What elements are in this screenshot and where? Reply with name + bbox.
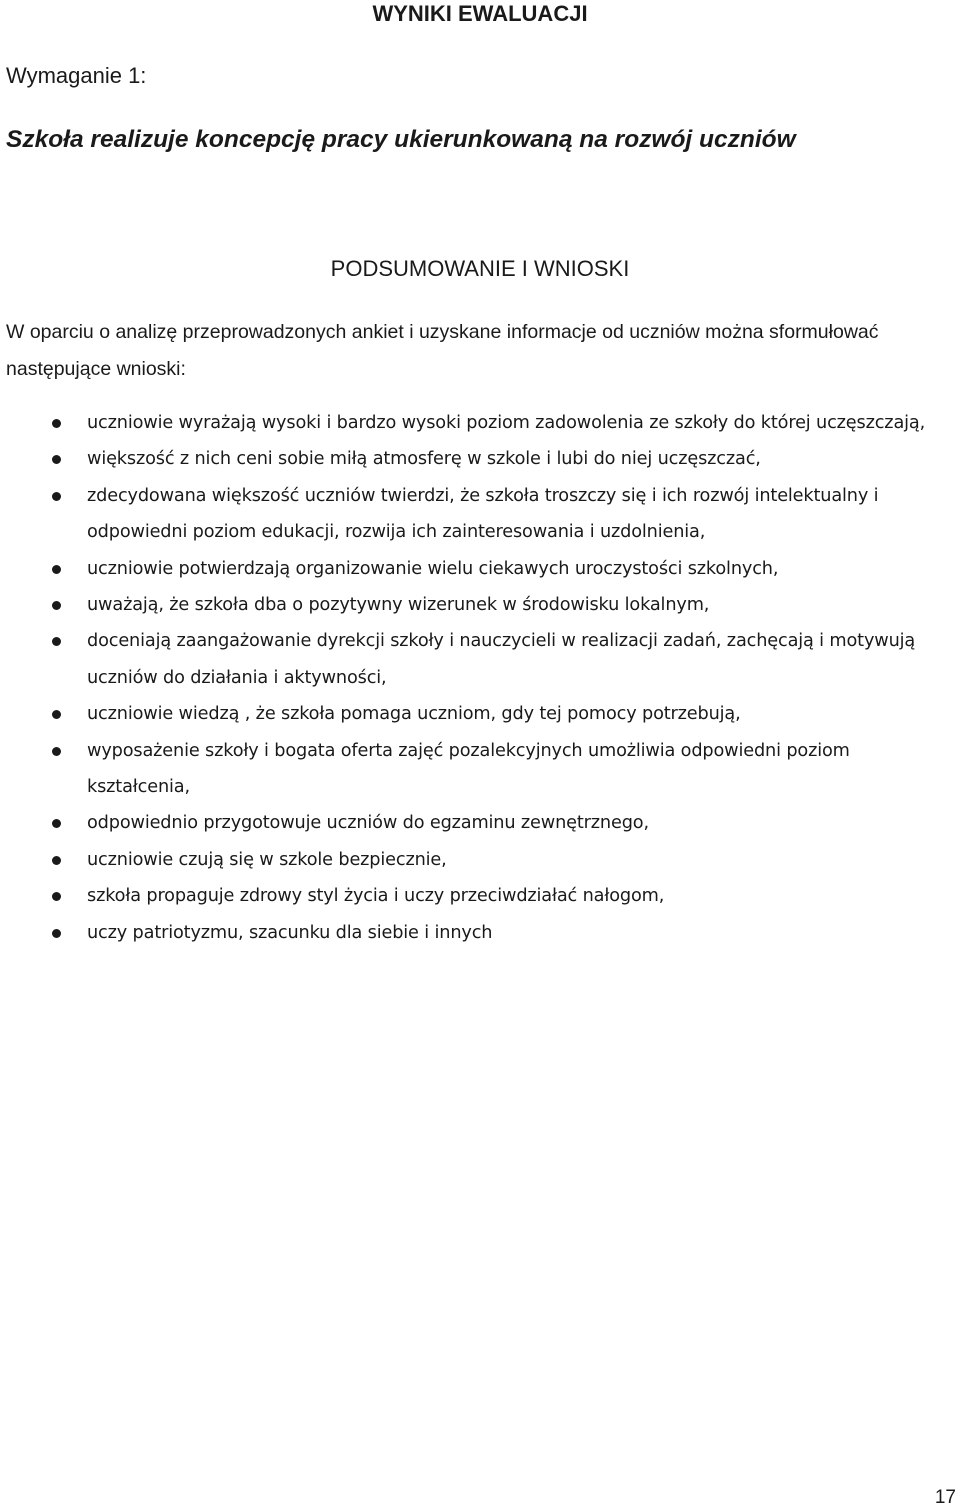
page-number: 17 xyxy=(934,1487,956,1508)
bullet-icon xyxy=(52,892,61,901)
finding-text: zdecydowana większość uczniów twierdzi, że szkoła troszczy się i ich rozwój intelektualny i odpowiedni poziom edukacji, rozwija ich zainteresowania i uzdolnienia, xyxy=(87,485,879,543)
finding-text: doceniają zaangażowanie dyrekcji szkoły i nauczycieli w realizacji zadań, zachęcają i motywują uczniów do działania i aktywności, xyxy=(87,631,916,688)
finding-item xyxy=(0,696,960,732)
requirement-label: Wymaganie 1: xyxy=(6,63,147,88)
finding-item xyxy=(0,405,960,441)
intro-paragraph: W oparciu o analizę przeprowadzonych ankiet i uzyskane informacje od uczniów można sformułować następujące wnioski: xyxy=(6,321,879,380)
bullet-icon xyxy=(52,455,61,464)
requirement-title: Szkoła realizuje koncepcję pracy ukierunkowaną na rozwój uczniów xyxy=(6,126,796,153)
bullet-icon xyxy=(52,601,61,610)
finding-item xyxy=(0,587,960,623)
finding-item xyxy=(0,805,960,841)
bullet-icon xyxy=(52,637,61,646)
finding-item xyxy=(0,842,960,878)
finding-text: uczniowie wyrażają wysoki i bardzo wysoki poziom zadowolenia ze szkoły do której uczęszczają, xyxy=(87,413,926,433)
finding-text: uczy patriotyzmu, szacunku dla siebie i innych xyxy=(87,922,493,943)
finding-item xyxy=(0,478,960,551)
bullet-icon xyxy=(52,856,61,865)
finding-item xyxy=(0,733,960,806)
finding-text: odpowiednio przygotowuje uczniów do egzaminu zewnętrznego, xyxy=(87,813,649,834)
bullet-icon xyxy=(52,819,61,828)
bullet-icon xyxy=(52,710,61,719)
page-header-title: WYNIKI EWALUACJI xyxy=(372,1,588,26)
finding-item xyxy=(0,551,960,587)
bullet-icon xyxy=(52,565,61,574)
bullet-icon xyxy=(52,747,61,756)
finding-item xyxy=(0,441,960,477)
finding-text: uczniowie potwierdzają organizowanie wielu ciekawych uroczystości szkolnych, xyxy=(87,558,779,579)
finding-text: uważają, że szkoła dba o pozytywny wizerunek w środowisku lokalnym, xyxy=(87,595,710,616)
finding-item xyxy=(0,878,960,914)
section-heading: PODSUMOWANIE I WNIOSKI xyxy=(330,256,630,281)
finding-text: większość z nich ceni sobie miłą atmosferę w szkole i lubi do niej uczęszczać, xyxy=(87,449,761,470)
bullet-icon xyxy=(52,492,61,501)
finding-text: uczniowie wiedzą , że szkoła pomaga uczniom, gdy tej pomocy potrzebują, xyxy=(87,704,741,725)
finding-item xyxy=(0,915,960,951)
bullet-icon xyxy=(52,419,61,428)
finding-item xyxy=(0,623,960,696)
bullet-icon xyxy=(52,929,61,938)
finding-text: wyposażenie szkoły i bogata oferta zajęć pozalekcyjnych umożliwia odpowiedni poziom kształcenia, xyxy=(87,740,850,798)
finding-text: uczniowie czują się w szkole bezpiecznie, xyxy=(87,849,447,870)
finding-text: szkoła propaguje zdrowy styl życia i uczy przeciwdziałać nałogom, xyxy=(87,886,665,907)
findings-list xyxy=(0,405,960,951)
